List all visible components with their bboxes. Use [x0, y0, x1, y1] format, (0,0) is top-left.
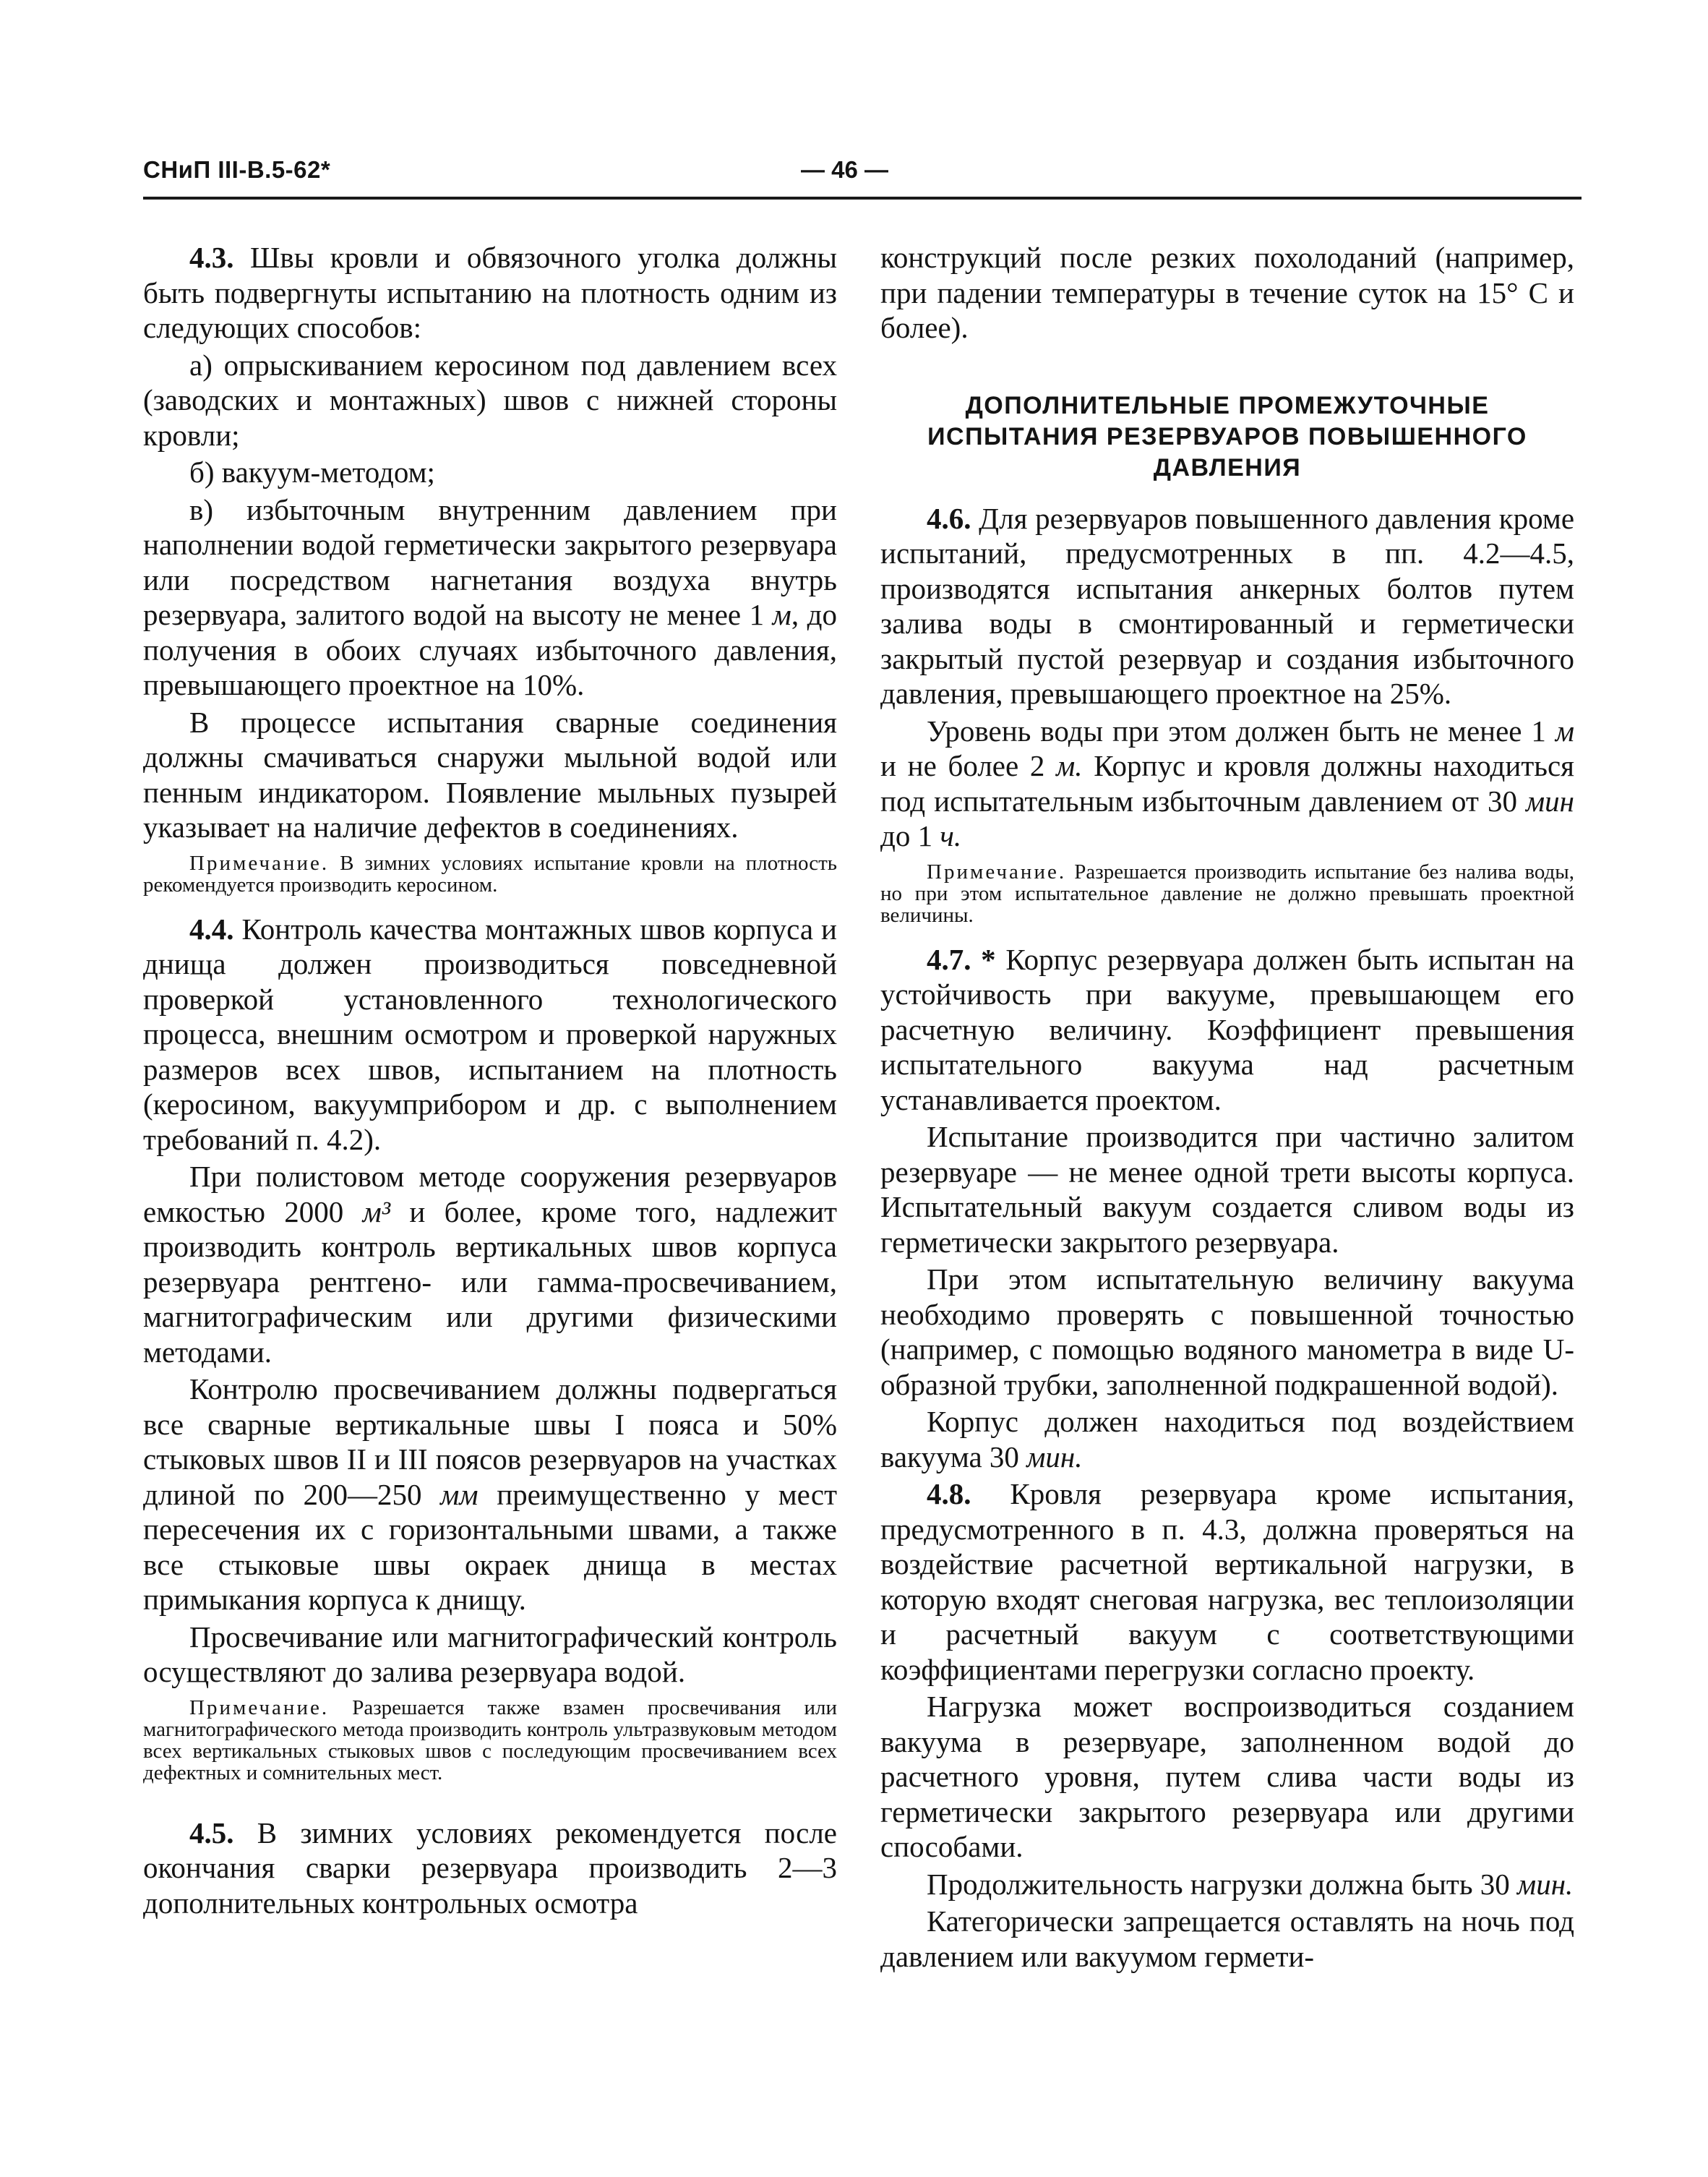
paragraph-text: В процессе испытания сварные соединения должны смачиваться снаружи мыльной водой или пенным индикатором. Появление мыльных пузырей указывает на наличие дефектов в соединениях.	[143, 705, 837, 844]
note	[143, 852, 837, 896]
list-item-text: в) избыточным внутренним давлением при наполнении водой герметически закрытого резервуара или посредством нагнетания воздуха внутрь резервуара, залитого водой на высоту не менее 1	[143, 492, 837, 631]
paragraph-4-8	[880, 1476, 1574, 1687]
unit: ч.	[940, 819, 962, 852]
paragraph-4-6	[880, 501, 1574, 711]
list-item-a	[143, 348, 837, 453]
paragraph	[880, 1404, 1574, 1474]
paragraph-text: Кровля резервуара кроме испытания, предусмотренного в п. 4.3, должна проверяться на воздействие расчетной вертикальной нагрузки, в которую входят снеговая нагрузка, вес теплоизоляции и расчетный вакуум с соответствующими коэффициентами перегрузки согласно проекту.	[880, 1477, 1575, 1686]
clause-number: 4.5.	[189, 1815, 234, 1849]
paragraph-text: Для резервуаров повышенного давления кроме испытаний, предусмотренных в пп. 4.2—4.5, производятся испытания анкерных болтов путем залива воды в смонтированный и герметически закрытый пустой резервуар и создания избыточного давления, превышающего проектное на 25%.	[880, 501, 1575, 710]
page-header	[143, 156, 1582, 185]
list-item-text: а) опрыскиванием керосином под давлением всех (заводских и монтажных) швов с нижней стороны кровли;	[143, 348, 837, 452]
section-heading: ДОПОЛНИТЕЛЬНЫЕ ПРОМЕЖУТОЧНЫЕ ИСПЫТАНИЯ РЕЗЕРВУАРОВ ПОВЫШЕННОГО ДАВЛЕНИЯ	[927, 391, 1527, 482]
paragraph-text: При этом испытательную величину вакуума необходимо проверять с повышенной точностью (например, с помощью водяного манометра в виде U-образной трубки, заполненной подкрашенной водой).	[880, 1262, 1574, 1401]
clause-number: 4.6.	[927, 501, 971, 535]
paragraph-text: Нагрузка может воспроизводиться созданием вакуума в резервуаре, заполненном водой до расчетного уровня, путем слива части воды из герметически закрытого резервуара или другими способами.	[880, 1690, 1574, 1863]
unit: мин.	[1026, 1440, 1083, 1474]
clause-number: 4.7. *	[927, 942, 996, 976]
clause-number: 4.3.	[189, 241, 234, 274]
paragraph-text: Категорически запрещается оставлять на ночь под давлением или вакуумом гермети-	[880, 1904, 1574, 1973]
paragraph-text: преимущественно у мест пересечения их с горизонтальными швами, а также все стыковые швы окраек днища в местах примыкания корпуса к днищу.	[143, 1477, 838, 1616]
paragraph-text: Корпус резервуара должен быть испытан на устойчивость при вакууме, превышающем его расчетную величину. Коэффициент превышения испытательного вакуума над расчетным устанавливается проектом.	[880, 942, 1574, 1116]
paragraph	[143, 1620, 837, 1690]
paragraph	[143, 1159, 837, 1369]
paragraph-text: В зимних условиях рекомендуется после окончания сварки резервуара производить 2—3 дополнительных контрольных осмотра	[143, 1815, 838, 1920]
list-item-text: б) вакуум-методом;	[189, 455, 435, 489]
note-text: В зимних условиях испытание кровли на плотность рекомендуется производить керосином.	[143, 851, 838, 897]
paragraph-text: Корпус и кровля должны находиться под испытательным избыточным давлением от 30	[880, 749, 1574, 818]
paragraph	[880, 1867, 1574, 1902]
left-column	[143, 240, 837, 1922]
list-item-c	[143, 492, 837, 703]
paragraph	[880, 1119, 1574, 1259]
paragraph-text: Швы кровли и обвязочного уголка должны быть подвергнуты испытанию на плотность одним из следующих способов:	[143, 241, 837, 344]
paragraph-text: и не более 2	[880, 749, 1045, 782]
paragraph-text: Контролю просвечиванием должны подвергаться все сварные вертикальные швы I пояса и 50% стыковых швов II и III поясов резервуаров на участках длиной по 200—250	[143, 1372, 837, 1511]
paragraph-text: и более, кроме того, надлежит производить контроль вертикальных швов корпуса резервуара рентгено- или гамма-просвечиванием, магнитографическим или другими физическими методами.	[143, 1194, 838, 1369]
note	[143, 1697, 837, 1784]
clause-number: 4.4.	[189, 912, 234, 946]
note	[880, 861, 1574, 926]
note-text: Разрешается также взамен просвечивания или магнитографического метода производить контроль ультразвуковым методом всех вертикальных стыковых швов с последующим просвечиванием всех дефектных и сомнительных мест.	[143, 1695, 837, 1784]
note-label: Примечание.	[189, 851, 330, 875]
paragraph	[880, 1689, 1574, 1865]
list-item-b	[143, 455, 837, 490]
right-column	[880, 240, 1574, 1976]
paragraph	[880, 714, 1574, 854]
paragraph	[880, 1904, 1574, 1974]
paragraph-text: конструкций после резких похолоданий (например, при падении температуры в течение суток на 15° С и более).	[880, 241, 1574, 344]
paragraph-4-3	[143, 240, 837, 346]
note-label: Примечание.	[927, 860, 1067, 884]
clause-number: 4.8.	[927, 1477, 971, 1510]
document-code: СНиП III-В.5-62*	[143, 156, 331, 183]
page-number: — 46 —	[801, 156, 889, 183]
paragraph-text: Корпус должен находиться под воздействием вакуума 30	[880, 1405, 1574, 1474]
unit: м	[1555, 714, 1574, 748]
paragraph-text: При полистовом методе сооружения резервуаров емкостью 2000	[143, 1160, 837, 1228]
paragraph-text: до 1	[880, 819, 933, 852]
header-rule	[143, 197, 1582, 200]
unit: м	[772, 598, 791, 631]
paragraph-4-7	[880, 942, 1574, 1118]
paragraph-text: Испытание производится при частично залитом резервуаре — не менее одной трети высоты корпуса. Испытательный вакуум создается сливом воды из герметически закрытого резервуара.	[880, 1120, 1574, 1259]
paragraph-4-5	[143, 1815, 837, 1921]
unit: мин	[1525, 784, 1574, 818]
list-item-text: , до получения в обоих случаях избыточного давления, превышающего проектное на 10%.	[143, 598, 837, 701]
paragraph-text: Контроль качества монтажных швов корпуса и днища должен производиться повседневной проверкой установленного технологического процесса, внешним осмотром и проверкой наружных размеров всех швов, испытанием на плотность (керосином, вакуумприбором и др. с выполнением требований п. 4.2).	[143, 912, 837, 1156]
spacer	[143, 1800, 837, 1815]
unit: мм	[440, 1477, 479, 1511]
paragraph	[143, 1372, 837, 1617]
paragraph-continuation	[880, 240, 1574, 346]
paragraph-4-4	[143, 912, 837, 1158]
note-label: Примечание.	[189, 1695, 330, 1719]
note-text: Разрешается производить испытание без налива воды, но при этом испытательное давление не должно превышать проектной величины.	[880, 860, 1574, 927]
unit: м³	[362, 1194, 391, 1228]
paragraph	[143, 705, 837, 845]
paragraph-text: Продолжительность нагрузки должна быть 30	[927, 1867, 1510, 1901]
paragraph-text: Просвечивание или магнитографический контроль осуществляют до залива резервуара водой.	[143, 1620, 837, 1688]
paragraph-text: Уровень воды при этом должен быть не менее 1	[927, 714, 1546, 748]
unit: м.	[1056, 749, 1083, 782]
unit: мин.	[1517, 1867, 1574, 1901]
paragraph	[880, 1262, 1574, 1402]
